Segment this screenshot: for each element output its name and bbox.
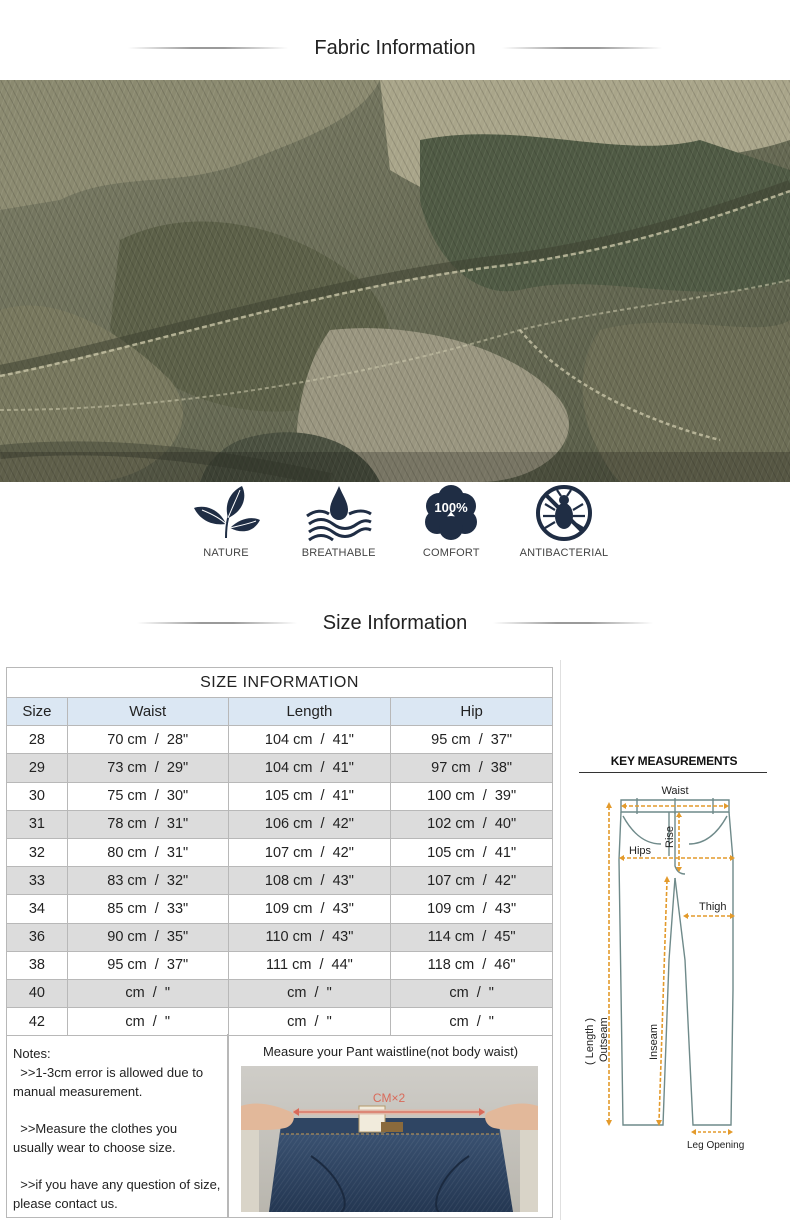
hip-cell: 118 cm / 46" — [391, 951, 553, 979]
size-table — [6, 667, 553, 1036]
size-cell: 38 — [7, 951, 68, 979]
key-measurements-diagram — [560, 660, 784, 1220]
cotton-badge-text: 100% — [434, 500, 468, 515]
waist-cell: 90 cm / 35" — [67, 923, 228, 951]
no-bug-icon — [528, 484, 600, 542]
length-cell: 105 cm / 41" — [228, 782, 391, 810]
length-cell: 108 cm / 43" — [228, 867, 391, 895]
feature-label: BREATHABLE — [301, 547, 376, 559]
measure-waistline-photo — [241, 1066, 538, 1212]
hip-cell: cm / " — [391, 979, 553, 1007]
size-cell: 31 — [7, 810, 68, 838]
label-length: ( Length ) — [584, 1017, 596, 1065]
table-row — [7, 754, 553, 782]
table-row — [7, 810, 553, 838]
waist-cell: 95 cm / 37" — [67, 951, 228, 979]
length-cell: 109 cm / 43" — [228, 895, 391, 923]
table-row — [7, 979, 553, 1007]
waist-cell: 70 cm / 28" — [67, 726, 228, 754]
note-item: >>Measure the clothes you usually wear to choose size. — [13, 1121, 181, 1155]
size-section-title: Size Information — [322, 611, 468, 634]
feature-label: COMFORT — [422, 547, 480, 559]
hip-cell: 102 cm / 40" — [391, 810, 553, 838]
length-cell: 104 cm / 41" — [228, 754, 391, 782]
feature-breathable — [283, 484, 395, 564]
waist-cell: 83 cm / 32" — [67, 867, 228, 895]
size-table-caption: SIZE INFORMATION — [7, 668, 553, 698]
label-waist: Waist — [661, 785, 689, 797]
size-cell: 36 — [7, 923, 68, 951]
note-item: >>1-3cm error is allowed due to manual measurement. — [13, 1065, 207, 1099]
table-row — [7, 838, 553, 866]
feature-comfort — [395, 484, 507, 564]
cotton-100-icon — [415, 484, 487, 542]
measure-waistline-panel — [228, 1034, 553, 1218]
length-cell: cm / " — [228, 979, 391, 1007]
feature-label: ANTIBACTERIAL — [519, 547, 609, 559]
water-drop-icon — [303, 484, 375, 542]
table-row — [7, 923, 553, 951]
label-inseam: Inseam — [648, 1023, 660, 1060]
hip-cell: 95 cm / 37" — [391, 726, 553, 754]
key-measurements-title: KEY MEASUREMENTS — [610, 754, 738, 768]
feature-nature — [170, 484, 282, 564]
size-cell: 29 — [7, 754, 68, 782]
column-header-length: Length — [228, 698, 391, 726]
notes-heading: Notes: — [13, 1046, 51, 1061]
hip-cell: 109 cm / 43" — [391, 895, 553, 923]
divider-line-right — [502, 47, 662, 49]
size-cell: 42 — [7, 1008, 68, 1036]
waist-cell: cm / " — [67, 979, 228, 1007]
leaf-icon — [190, 484, 262, 542]
divider-line-left — [128, 47, 288, 49]
fabric-section-title: Fabric Information — [314, 36, 476, 59]
feature-antibacterial — [508, 484, 620, 564]
hip-cell: 97 cm / 38" — [391, 754, 553, 782]
feature-label: NATURE — [203, 547, 249, 559]
measure-caption: Measure your Pant waistline(not body waist) — [262, 1044, 519, 1059]
size-cell: 28 — [7, 726, 68, 754]
length-cell: cm / " — [228, 1008, 391, 1036]
table-row — [7, 867, 553, 895]
size-table-container — [6, 667, 553, 1036]
length-cell: 106 cm / 42" — [228, 810, 391, 838]
table-row — [7, 782, 553, 810]
size-cell: 40 — [7, 979, 68, 1007]
size-cell: 32 — [7, 838, 68, 866]
note-item: >>if you have any question of size, please contact us. — [13, 1177, 225, 1211]
label-leg-opening: Leg Opening — [687, 1140, 745, 1151]
hip-cell: 114 cm / 45" — [391, 923, 553, 951]
waist-cell: 78 cm / 31" — [67, 810, 228, 838]
fabric-section-header — [0, 28, 790, 68]
label-thigh: Thigh — [699, 901, 727, 913]
length-cell: 110 cm / 43" — [228, 923, 391, 951]
fabric-closeup-photo — [0, 80, 790, 482]
label-hips: Hips — [629, 845, 652, 857]
notes-panel — [6, 1034, 228, 1218]
waist-cell: 73 cm / 29" — [67, 754, 228, 782]
divider-line-right — [493, 622, 653, 624]
size-section-header — [0, 603, 790, 643]
table-row — [7, 1008, 553, 1036]
hip-cell: 100 cm / 39" — [391, 782, 553, 810]
length-cell: 104 cm / 41" — [228, 726, 391, 754]
waist-cell: 85 cm / 33" — [67, 895, 228, 923]
size-cell: 33 — [7, 867, 68, 895]
waist-cell: 75 cm / 30" — [67, 782, 228, 810]
divider-line-left — [137, 622, 297, 624]
table-row — [7, 895, 553, 923]
column-header-size: Size — [7, 698, 68, 726]
hip-cell: 105 cm / 41" — [391, 838, 553, 866]
feature-icons-row — [170, 484, 620, 564]
hip-cell: cm / " — [391, 1008, 553, 1036]
label-rise: Rise — [664, 825, 676, 848]
label-outseam: Outseam — [598, 1017, 610, 1062]
length-cell: 111 cm / 44" — [228, 951, 391, 979]
cm-x2-label: CM×2 — [372, 1091, 406, 1105]
table-row — [7, 726, 553, 754]
table-row — [7, 951, 553, 979]
column-header-hip: Hip — [391, 698, 553, 726]
length-cell: 107 cm / 42" — [228, 838, 391, 866]
waist-cell: 80 cm / 31" — [67, 838, 228, 866]
hip-cell: 107 cm / 42" — [391, 867, 553, 895]
size-cell: 30 — [7, 782, 68, 810]
column-header-waist: Waist — [67, 698, 228, 726]
waist-cell: cm / " — [67, 1008, 228, 1036]
size-cell: 34 — [7, 895, 68, 923]
